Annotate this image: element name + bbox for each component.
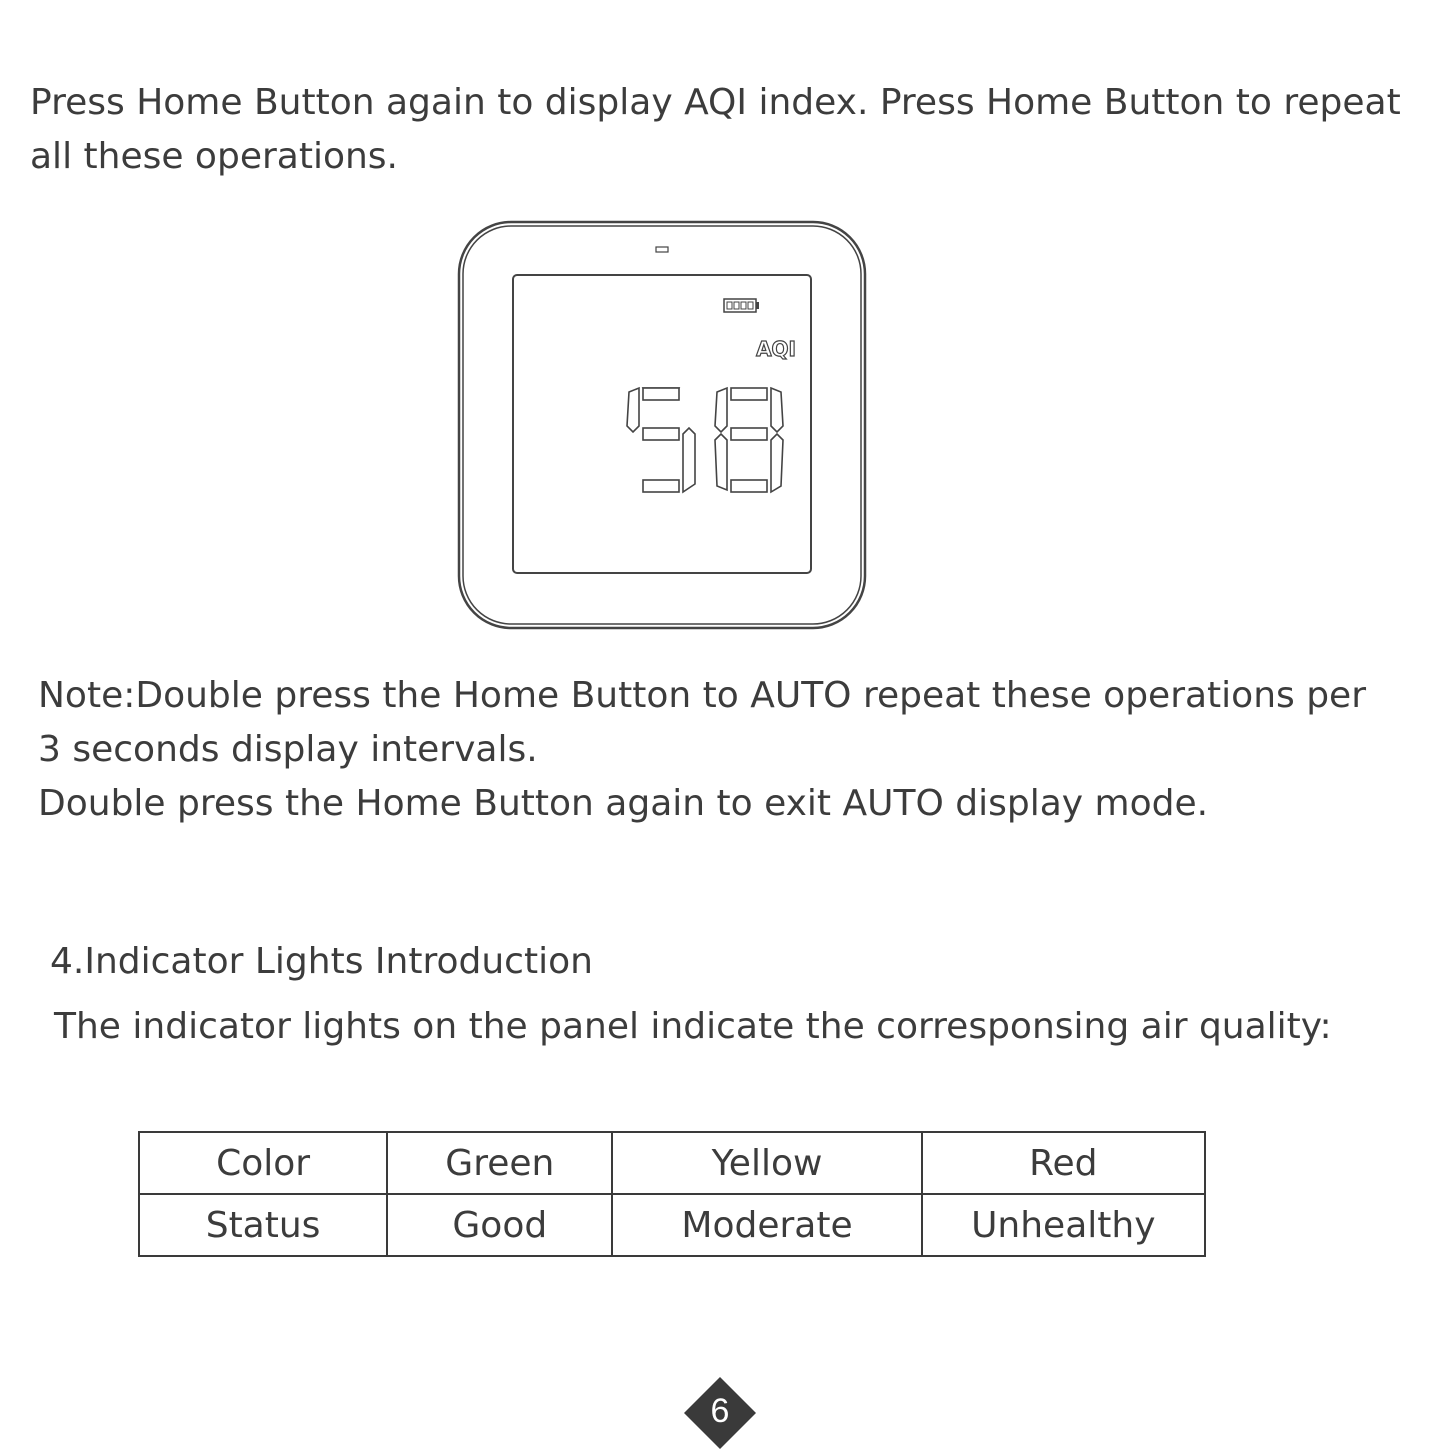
section-heading: 4.Indicator Lights Introduction — [50, 941, 593, 982]
lcd-screen — [513, 275, 811, 573]
table-cell: Good — [387, 1194, 612, 1256]
intro-paragraph — [30, 76, 1401, 184]
table-cell: Yellow — [612, 1132, 921, 1194]
table-cell: Moderate — [612, 1194, 921, 1256]
table-row-status — [139, 1194, 1205, 1256]
page-number: 6 — [710, 1392, 730, 1430]
note-paragraph — [38, 669, 1366, 831]
indicator-lights-table — [138, 1131, 1206, 1257]
table-row-color — [139, 1132, 1205, 1194]
table-cell: Status — [139, 1194, 387, 1256]
page-number-badge — [684, 1377, 756, 1449]
air-monitor-illustration — [457, 220, 867, 630]
table-cell: Red — [922, 1132, 1205, 1194]
note-line-1: Note:Double press the Home Button to AUTO repeat these operations per — [38, 675, 1367, 716]
aqi-mode-label: AQI — [756, 337, 796, 361]
note-line-3: Double press the Home Button again to exit AUTO display mode. — [38, 783, 1209, 824]
note-line-2: 3 seconds display intervals. — [38, 729, 538, 770]
table-cell: Color — [139, 1132, 387, 1194]
air-monitor-drawing — [457, 220, 867, 630]
table-cell: Green — [387, 1132, 612, 1194]
section-description: The indicator lights on the panel indicate the corresponsing air quality: — [54, 1006, 1332, 1047]
table-cell: Unhealthy — [922, 1194, 1205, 1256]
intro-line-1: Press Home Button again to display AQI index. Press Home Button to repeat — [30, 82, 1401, 123]
intro-line-2: all these operations. — [30, 136, 398, 177]
